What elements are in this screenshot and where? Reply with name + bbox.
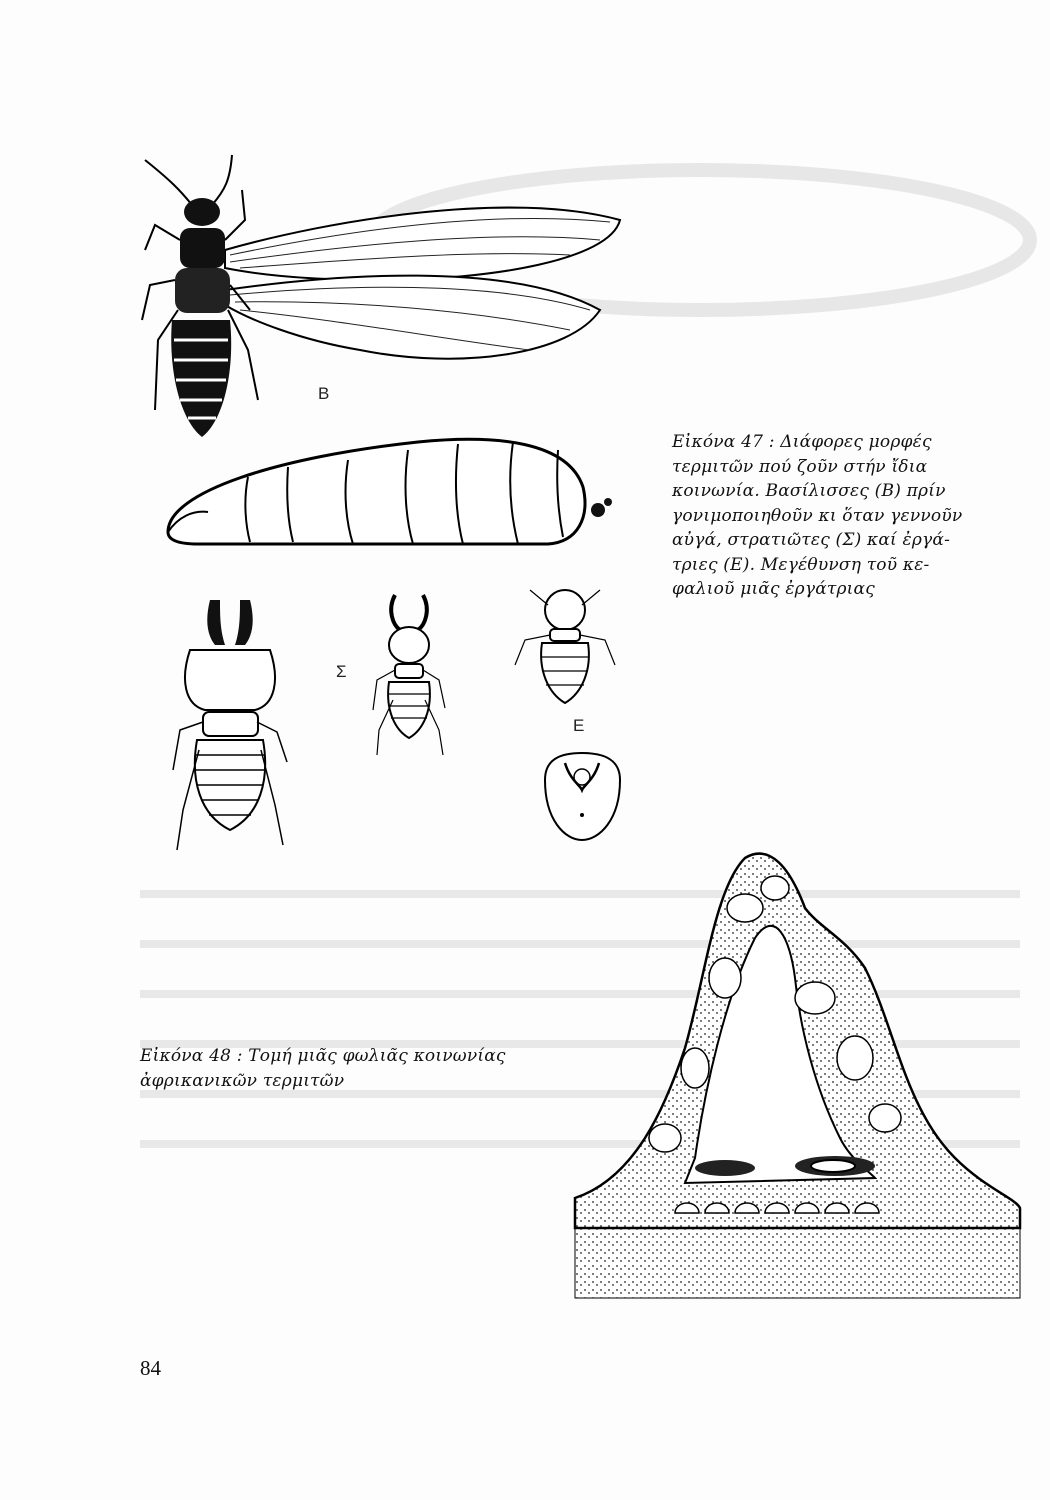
large-soldier-illustration xyxy=(165,590,295,855)
figure-48-caption xyxy=(140,1044,540,1093)
worker-illustration xyxy=(510,585,620,715)
termite-mound-cross-section xyxy=(575,848,1020,1308)
caption-line: φαλιοῦ μιᾶς ἐργάτριας xyxy=(672,579,875,599)
small-soldier-illustration xyxy=(365,590,455,760)
caption-line: Εἰκόνα 48 : Τομή μιᾶς φωλιᾶς κοινωνίας xyxy=(140,1046,506,1066)
caption-line: Εἰκόνα 47 : Διάφορες μορφές xyxy=(672,432,932,452)
label-queen-b: Β xyxy=(318,384,330,403)
caption-line: γονιμοποιηθοῦν κι ὅταν γεννοῦν xyxy=(672,505,963,526)
label-worker-e: Ε xyxy=(573,716,585,735)
caption-line: τερμιτῶν πού ζοῦν στήν ἴδια xyxy=(672,456,928,477)
caption-line: τριες (Ε). Μεγέθυνση τοῦ κε- xyxy=(672,554,930,575)
egg-laying-queen-illustration xyxy=(158,432,618,552)
caption-line: κοινωνία. Βασίλισσες (Β) πρίν xyxy=(672,481,946,501)
caption-line: αὐγά, στρατιῶτες (Σ) καί ἐργά- xyxy=(672,530,951,550)
caption-line: ἀφρικανικῶν τερμιτῶν xyxy=(140,1070,345,1091)
figure-47-caption xyxy=(672,430,982,602)
worker-head-illustration xyxy=(535,745,630,845)
winged-queen-illustration xyxy=(130,150,630,450)
page-number: 84 xyxy=(140,1356,161,1380)
label-soldier-s: Σ xyxy=(336,662,347,681)
